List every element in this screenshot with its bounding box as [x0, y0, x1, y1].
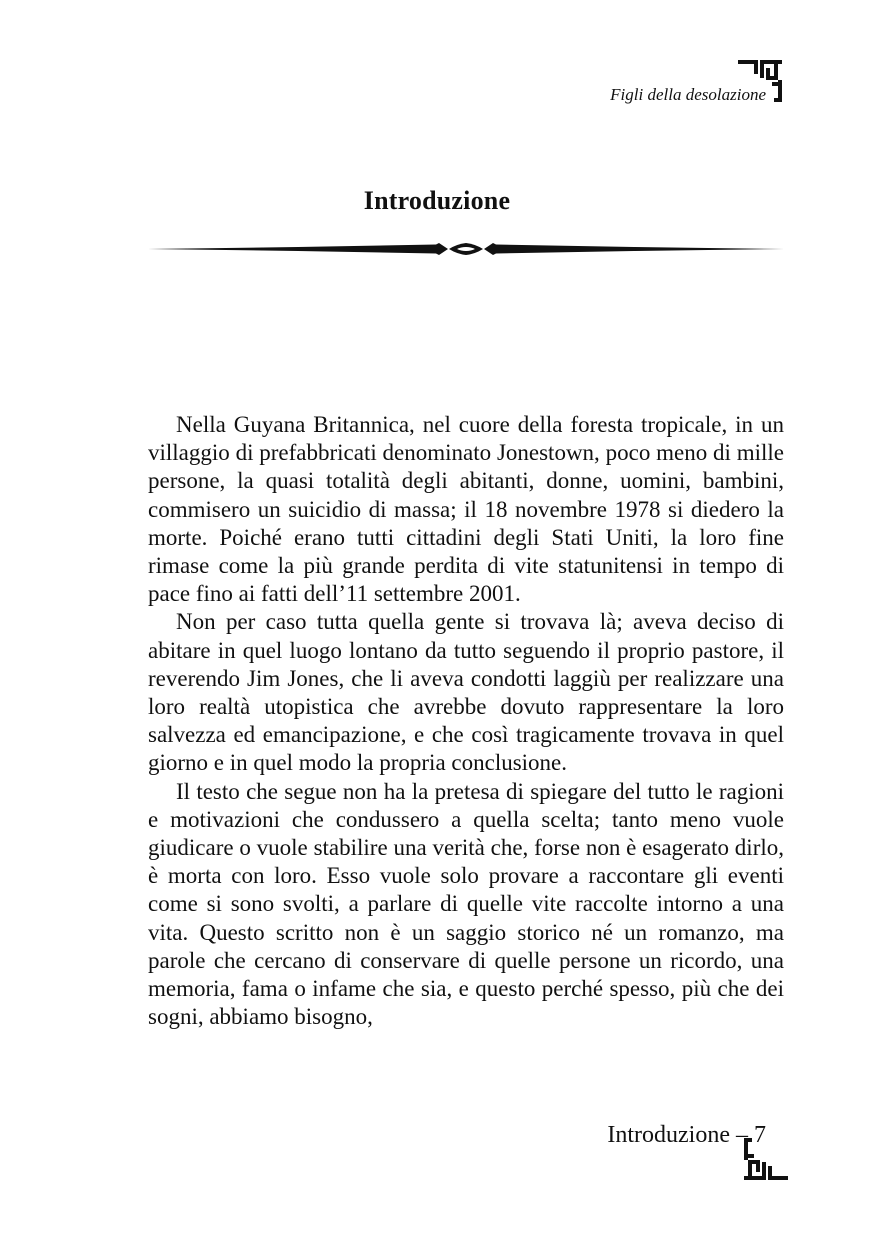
running-head-title: Figli della desolazione — [610, 85, 766, 104]
body-text — [148, 411, 784, 1031]
paragraph-3: Il testo che segue non ha la pretesa di spiegare del tutto le ragioni e motivazioni che condussero a quella scelta; tanto meno vuole giudicare o vuole stabilire una verità che, forse non è esagerato dirlo, è morta con loro. Esso vuole solo provare a raccontare gli eventi come si sono svolti, a parlare di quelle vite raccolte intorno a una vita. Questo scritto non è un saggio storico né un romanzo, ma parole che cercano di conservare di quelle persone un ricordo, una memoria, fama o infame che sia, e questo perché spesso, più che dei sogni, abbiamo bisogno, — [148, 778, 784, 1030]
paragraph-1: Nella Guyana Britannica, nel cuore della foresta tropicale, in un villaggio di prefabbricati denominato Jonestown, poco meno di mille persone, la quasi totalità degli abitanti, donne, uomini, bambini, commisero un suicidio di massa; il 18 novembre 1978 si diedero la morte. Poiché erano tutti cittadini degli Stati Uniti, la loro fine rimase come la più grande perdita di vite statunitensi in tempo di pace fino ai fatti dell’11 settembre 2001. — [148, 412, 784, 607]
corner-ornament-bottom-icon — [740, 1134, 790, 1184]
divider-ornament-icon — [148, 236, 784, 262]
chapter-title: Introduzione — [363, 186, 511, 215]
page-folio: Introduzione – 7 — [607, 1122, 766, 1148]
paragraph-2: Non per caso tutta quella gente si trovava là; aveva deciso di abitare in quel luogo lontano da tutto seguendo il proprio pastore, il reverendo Jim Jones, che li aveva condotti laggiù per realizzare una loro realtà utopistica che avrebbe dovuto rappresentare la loro salvezza ed emancipazione, e che così tragicamente trovava in quel giorno e in quel modo la propria conclusione. — [148, 609, 784, 776]
corner-ornament-top-icon — [736, 56, 786, 106]
